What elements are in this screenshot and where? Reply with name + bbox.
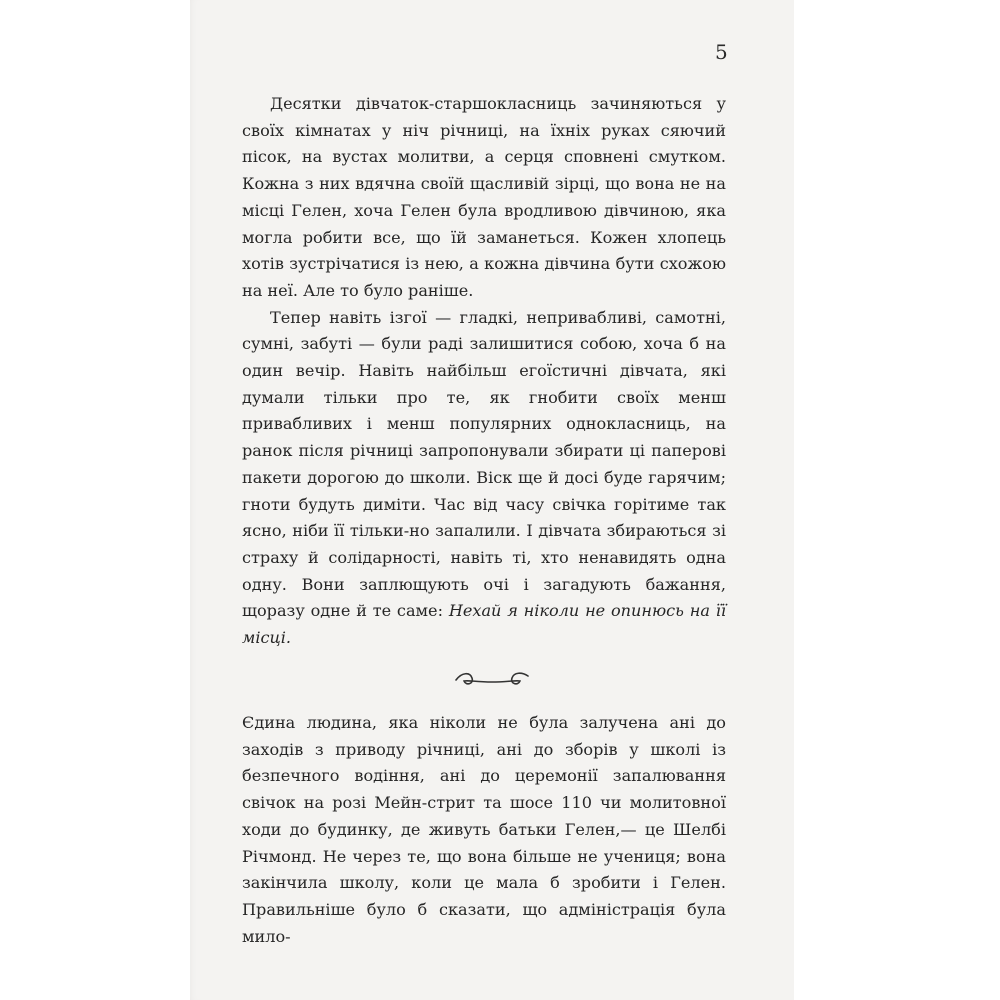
paragraph-3: Єдина людина, яка ніколи не була залучена ані до заходів з приводу річниці, ані до зборів у школі із безпечного водіння, ані до церемонії запалювання свічок на розі Мейн-стрит та шосе 110 чи молитовної ходи до будинку, де живуть батьки Гелен,— це Шелбі Річмонд. Не через те, що вона більше не учениця; вона закінчила школу, коли це мала б зробити і Гелен. Правильніше було б сказати, що адміністрація була мило- xyxy=(242,713,726,946)
book-page xyxy=(190,0,794,1000)
italic-wish: Нехай я ніколи не опинюсь на її місці. xyxy=(242,601,727,648)
paragraph-1: Десятки дівчаток-старшокласниць зачиняються у своїх кімнатах у ніч річниці, на їхніх руках сяючий пісок, на вустах молитви, а серця сповнені смутком. Кожна з них вдячна своїй щасливій зірці, що вона не на місці Гелен, хоча Гелен була вродливою дівчиною, яка могла робити все, що їй заманеться. Кожен хлопець хотів зустрічатися із нею, а кожна дівчина бути схожою на неї. Але то було раніше. xyxy=(242,94,726,300)
page-number: 5 xyxy=(715,40,728,64)
flourish-divider-icon xyxy=(452,666,532,690)
text-section-2 xyxy=(242,710,726,950)
text-section-1 xyxy=(242,91,726,652)
paragraph-2 xyxy=(242,305,726,652)
paragraph-2-text: Тепер навіть ізгої — гладкі, непривабливі, самотні, сумні, забуті — були раді залишитися собою, хоча б на один вечір. Навіть найбільш егоїстичні дівчата, які думали тільки про те, як гнобити своїх менш привабливих і менш популярних однокласниць, на ранок після річниці запропонували збирати ці паперові пакети дорогою до школи. Віск ще й досі буде гарячим; гноти будуть диміти. Час від часу свічка горітиме так ясно, ніби її тільки-но запалили. І дівчата збираються зі страху й солідарності, навіть ті, хто ненавидять одна одну. Вони заплющують очі і загадують бажання, щоразу одне й те саме: xyxy=(242,307,726,621)
